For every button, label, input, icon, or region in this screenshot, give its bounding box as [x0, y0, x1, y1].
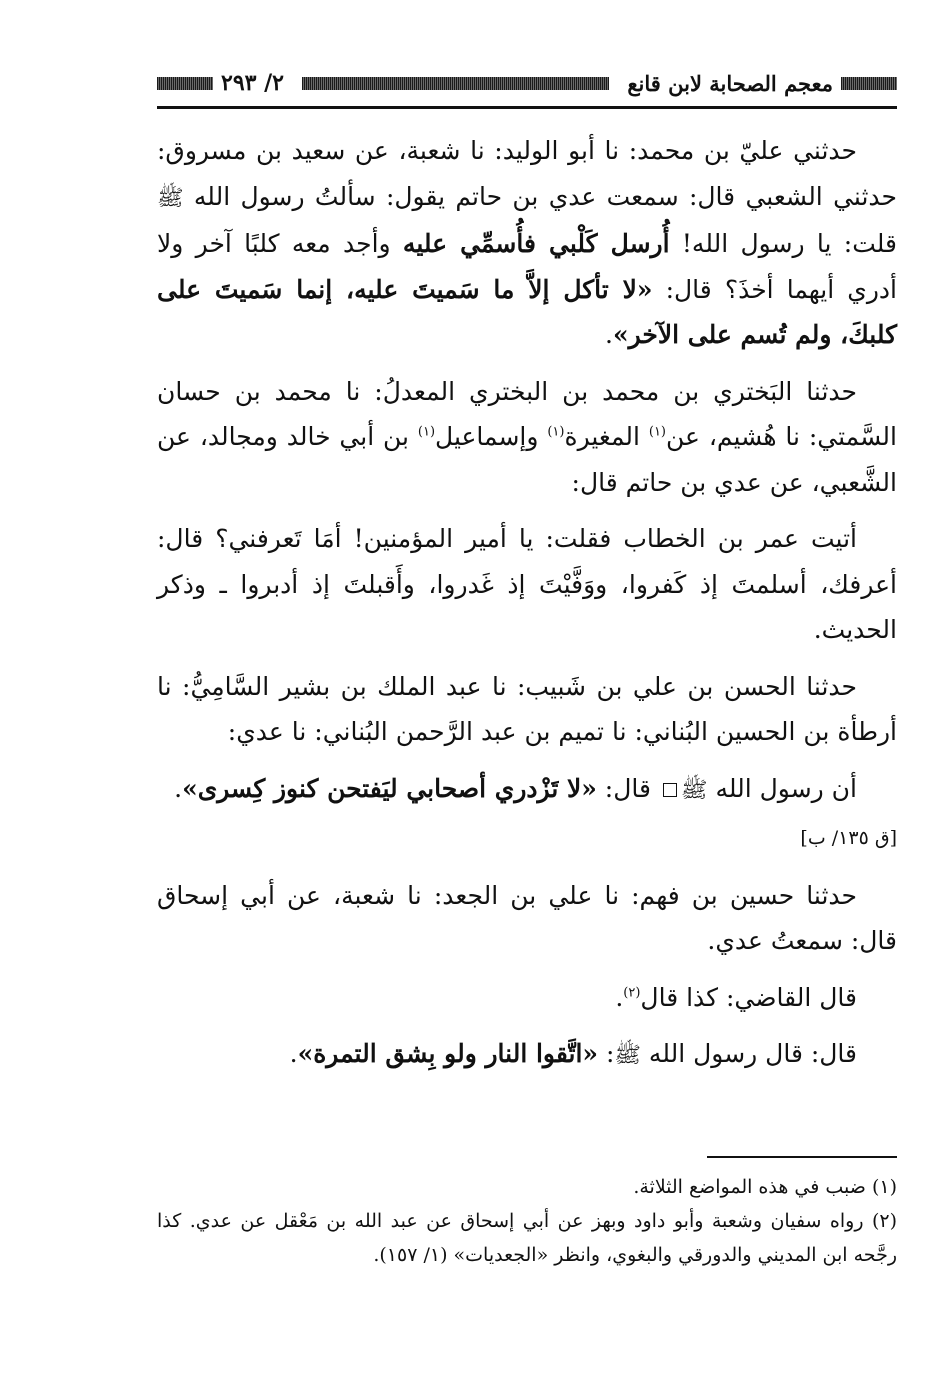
text-segment: حدثني عليّ بن محمد: نا أبو الوليد: نا شعبة، عن سعيد بن مسروق: حدثني الشعبي قال: سمعت عدي بن حاتم يقول: سألتُ رسول الله: [157, 136, 897, 211]
paragraph-1: [157, 128, 897, 358]
paragraph-4: حدثنا الحسن بن علي بن شَبيب: نا عبد الملك بن بشير السَّامِيُّ: نا أرطأة بن الحسين البُناني: نا تميم بن عبد الرَّحمن البُناني: نا عدي:: [157, 671, 897, 746]
bold-text: أُرسل كَلْبي فأُسمِّي عليه: [402, 229, 670, 258]
footnote-ref: (١): [547, 424, 565, 440]
paragraph-6: حدثنا حسين بن فهم: نا علي بن الجعد: نا شعبة، عن أبي إسحاق قال: سمعتُ عدي.: [157, 880, 897, 955]
text-segment: وأجد معه كلبًا آخر ولا أدري أيهما أخذَ؟ قال:: [157, 229, 898, 304]
footnotes: [157, 1170, 897, 1272]
header-ornament-bar: [841, 77, 897, 90]
footnote-1: (١) ضبب في هذه المواضع الثلاثة.: [633, 1176, 897, 1198]
text-segment: .: [174, 773, 183, 803]
text-segment: أن رسول الله: [707, 773, 857, 803]
text-segment: قال القاضي: كذا قال: [640, 982, 857, 1012]
header-book-title: معجم الصحابة لابن قانع: [627, 70, 833, 96]
text-segment: حدثنا البَختري بن محمد بن البختري المعدلُ: نا محمد بن حسان السَّمتي: نا هُشيم، عن: [157, 376, 897, 451]
text-segment: .: [615, 982, 624, 1012]
text-segment: المغيرة: [564, 422, 649, 451]
text-segment: قلت: يا رسول الله!: [669, 229, 898, 258]
manuscript-folio-ref: [ق ١٣٥/ ب]: [800, 827, 897, 849]
text-segment: وإسماعيل: [435, 422, 548, 451]
paragraph-8: [157, 1031, 897, 1079]
text-segment: :: [598, 1039, 615, 1068]
text-segment: .: [289, 1039, 298, 1068]
running-header: [157, 66, 897, 100]
text-segment: قال:: [596, 773, 659, 803]
hadith-quote: «لا تَزْدري أصحابي ليَفتحن كنوز كِسرى»: [182, 773, 597, 803]
text-segment: قال: قال رسول الله: [640, 1039, 857, 1068]
header-ornament-bar: [302, 77, 609, 90]
footnote-ref: (١): [417, 424, 436, 440]
paragraph-3: أتيت عمر بن الخطاب فقلت: يا أمير المؤمنين! أمَا تَعرفني؟ قال: أعرفك، أسلمتَ إذ كَفروا، ووَفَّيْتَ إذ غَدروا، وأَقبلتَ إذ أدبروا ـ وذكر الحديث.: [157, 524, 897, 644]
pbuh-glyph: ﷺ: [614, 1043, 641, 1068]
header-ornament-bar: [157, 77, 213, 90]
square-marker-icon: [663, 783, 677, 797]
hadith-quote: «لا تأكل إلاَّ ما سَميتَ عليه، إنما سَميتَ على كلبكَ، ولم تُسم على الآخر»: [157, 274, 897, 349]
footnote-2: (٢) رواه سفيان وشعبة وأبو داود وبهز عن أبي إسحاق عن عبد الله بن مَعْقل عن عدي. كذا رجَّحه ابن المديني والدورقي والبغوي، وانظر «الجعديات» (١/ ١٥٧).: [157, 1210, 897, 1266]
main-text: [157, 128, 897, 1090]
footnote-separator: [707, 1156, 897, 1158]
text-segment: بن أبي خالد ومجالد، عن الشَّعبي، عن عدي بن حاتم قال:: [157, 422, 897, 497]
footnote-ref: (٢): [623, 985, 641, 1001]
header-page-number: ٢/ ٢٩٣: [221, 70, 284, 96]
text-segment: .: [605, 320, 613, 349]
paragraph-7: [157, 975, 897, 1021]
paragraph-5: [157, 766, 897, 862]
pbuh-glyph: ﷺ: [680, 777, 708, 803]
hadith-quote: «اتَّقوا النار ولو بِشق التمرة»: [297, 1039, 599, 1068]
header-rule: [157, 106, 897, 109]
footnote-ref: (١): [648, 424, 666, 440]
pbuh-glyph: ﷺ: [157, 185, 184, 211]
paragraph-2: [157, 369, 897, 506]
